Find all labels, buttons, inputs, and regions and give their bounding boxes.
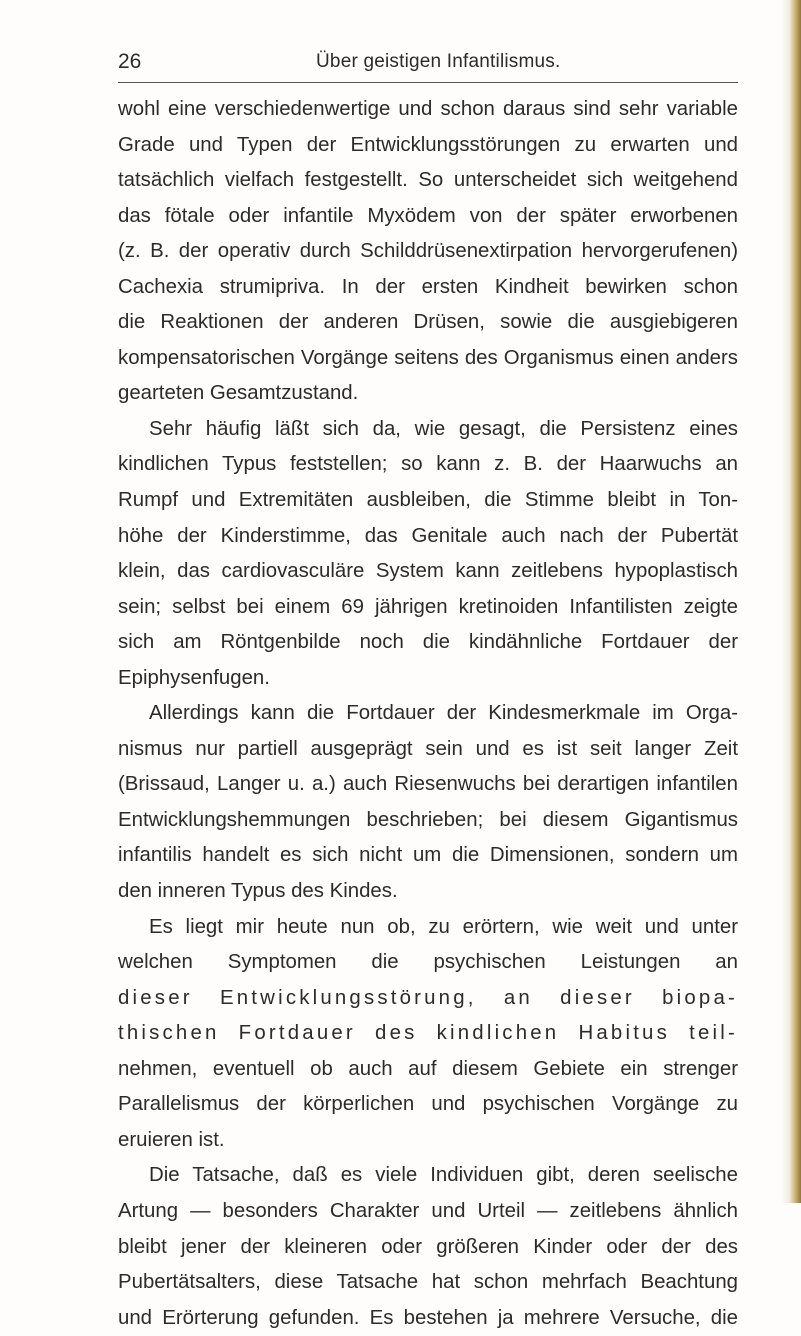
text-line: tatsächlich vielfach festgestellt. So unterscheidet sich weitgehend xyxy=(118,169,738,192)
text-line: nismus nur partiell ausgeprägt sein und es ist seit langer Zeit xyxy=(118,737,738,760)
text-line: den inneren Typus des Kindes. xyxy=(118,880,398,903)
text-line: klein, das cardiovasculäre System kann zeitlebens hypoplastisch xyxy=(118,560,738,583)
text-line: sein; selbst bei einem 69 jährigen kretinoiden Infantilisten zeigte xyxy=(118,595,738,618)
text-line: welchen Symptomen die psychischen Leistungen an xyxy=(118,951,738,974)
binding-shadow xyxy=(781,0,789,1203)
text-line: Sehr häufig läßt sich da, wie gesagt, die Persistenz eines xyxy=(149,417,738,440)
text-line: Cachexia strumipriva. In der ersten Kindheit bewirken schon xyxy=(118,275,738,298)
text-line: kompensatorischen Vorgänge seitens des Organismus einen anders xyxy=(118,346,738,369)
text-line: (z. B. der operativ durch Schilddrüsenextirpation hervorgerufenen) xyxy=(118,240,738,263)
text-line: und Erörterung gefunden. Es bestehen ja mehrere Versuche, die xyxy=(118,1306,738,1329)
text-line: dieser Entwicklungsstörung, an dieser biopa- xyxy=(118,986,738,1009)
text-line: Pubertätsalters, diese Tatsache hat schon mehrfach Beachtung xyxy=(118,1271,738,1294)
text-line: Die Tatsache, daß es viele Individuen gibt, deren seelische xyxy=(149,1164,738,1187)
text-line: höhe der Kinderstimme, das Genitale auch nach der Pubertät xyxy=(118,524,738,547)
text-line: Allerdings kann die Fortdauer der Kindesmerkmale im Orga- xyxy=(149,702,738,725)
text-line: Rumpf und Extremitäten ausbleiben, die Stimme bleibt in Ton- xyxy=(118,489,738,512)
text-line: nehmen, eventuell ob auch auf diesem Gebiete ein strenger xyxy=(118,1057,738,1080)
text-line: wohl eine verschiedenwertige und schon daraus sind sehr variable xyxy=(118,98,738,120)
text-line: Es liegt mir heute nun ob, zu erörtern, wie weit und unter xyxy=(149,915,738,938)
text-line: die Reaktionen der anderen Drüsen, sowie die ausgiebigeren xyxy=(118,311,738,334)
text-line: Artung — besonders Charakter und Urteil — zeitlebens ähnlich xyxy=(118,1199,738,1222)
text-line: infantilis handelt es sich nicht um die Dimensionen, sondern um xyxy=(118,844,738,867)
text-line: Entwicklungshemmungen beschrieben; bei diesem Gigantismus xyxy=(118,808,738,831)
running-header xyxy=(118,48,738,83)
text-line: Grade und Typen der Entwicklungsstörungen zu erwarten und xyxy=(118,133,738,156)
text-line: bleibt jener der kleineren oder größeren Kinder oder der des xyxy=(118,1235,738,1258)
text-line: eruieren ist. xyxy=(118,1128,225,1151)
text-line: thischen Fortdauer des kindlichen Habitus teil- xyxy=(118,1022,738,1045)
running-title: Über geistigen Infantilismus. xyxy=(316,51,561,72)
text-line: Parallelismus der körperlichen und psychischen Vorgänge zu xyxy=(118,1093,738,1116)
text-line: das fötale oder infantile Myxödem von der später erworbenen xyxy=(118,204,738,227)
body-text xyxy=(118,92,738,1336)
page-binding-edge xyxy=(789,0,801,1203)
text-line: gearteten Gesamtzustand. xyxy=(118,382,359,405)
text-line: kindlichen Typus feststellen; so kann z. B. der Haarwuchs an xyxy=(118,453,738,476)
text-line: (Brissaud, Langer u. a.) auch Riesenwuchs bei derartigen infantilen xyxy=(118,773,738,796)
page-number: 26 xyxy=(118,50,142,73)
text-line: sich am Röntgenbilde noch die kindähnliche Fortdauer der xyxy=(118,631,738,654)
text-line: Epiphysenfugen. xyxy=(118,666,270,689)
